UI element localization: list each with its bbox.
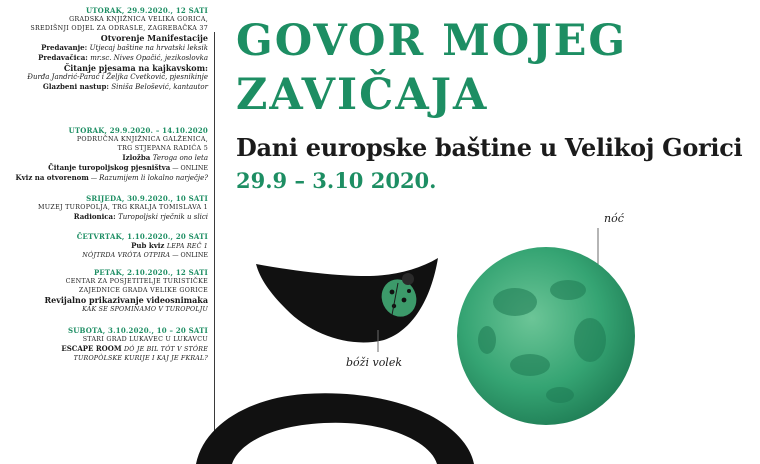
event-line-bold: Predavačica: — [38, 53, 91, 62]
title-line-2: ZAVIČAJA — [236, 70, 489, 120]
event-line-italic-caps: KAK SE SPOMINAMO V TUROPOLJU — [82, 306, 208, 313]
event-line-italic-caps: DÓ JE BIL TÓT V STÓRE — [124, 346, 208, 353]
event-line-bold: ESCAPE ROOM — [61, 344, 125, 353]
event-line: MUZEJ TUROPOLJA, TRG KRALJA TOMISLAVA 1 — [38, 204, 208, 211]
large-letter-arc-shape — [196, 393, 474, 464]
event-line-italic: Đurđa Jandrić-Parać i Željka Cvetković, pjesnikinje — [27, 73, 208, 81]
event-line-bold: Izložba — [122, 153, 153, 162]
event-line-italic: Razumijem li lokalno narječje? — [99, 174, 208, 182]
event-line-bold: Glazbeni nastup: — [42, 82, 112, 91]
event-date: SUBOTA, 3.10.2020., 10 – 20 SATI — [68, 326, 208, 335]
event-line-bold: Predavanje: — [41, 43, 90, 52]
event-date: UTORAK, 29.9.2020., 12 SATI — [85, 6, 208, 15]
event-line-bold: Kviz na otvorenom — [15, 173, 89, 182]
event-line: PODRUČNA KNJIŽNICA GALŽENICA, — [76, 136, 208, 143]
noc-label: nóć — [604, 212, 624, 225]
bozi-volek-label: bóži volek — [346, 356, 403, 369]
event-line: CENTAR ZA POSJETITELJE TURISTIČKE — [65, 278, 208, 285]
event-date: PETAK, 2.10.2020., 12 SATI — [93, 268, 208, 277]
event-line-plain: — — [88, 175, 100, 182]
event-line-bold: Radionica: — [73, 212, 119, 221]
event-line-bold: Pub kviz — [131, 241, 167, 250]
event-line: SREDIŠNJI ODJEL ZA ODRASLE, ZAGREBAČKA 37 — [30, 25, 208, 32]
event-line-italic: Teroga ono leta — [152, 154, 208, 162]
event-line: STARI GRAD LUKAVEC U LUKAVCU — [82, 336, 208, 343]
event-line-bold: Čitanje turopoljskog pjesništva — [48, 163, 171, 172]
event-line: ZAJEDNICE GRADA VELIKE GORICE — [78, 287, 208, 294]
event-dates: 29.9 – 3.10 2020. — [236, 168, 437, 193]
event-line: GRADSKA KNJIŽNICA VELIKA GORICA, — [69, 16, 208, 23]
event-date: SRIJEDA, 30.9.2020., 10 SATI — [86, 194, 208, 203]
event-line-plain: — ONLINE — [170, 252, 208, 259]
event-line: Čitanje pjesama na kajkavskom: — [63, 63, 208, 73]
subtitle: Dani europske baštine u Velikoj Gorici — [236, 133, 743, 162]
event-line-italic-caps: NÓJTRDA VRÓTA OTPIRA — [82, 252, 171, 259]
event-line-italic: Utjecaj baštine na hrvatski leksik — [89, 44, 208, 52]
event-line-italic: Siniša Belošević, kantautor — [111, 83, 208, 91]
event-line: TRG STJEPANA RADIĆA 5 — [117, 145, 208, 152]
event-date: UTORAK, 29.9.2020. – 14.10.2020 — [68, 126, 208, 135]
event-line-italic: mr.sc. Nives Opačić, jezikoslovka — [90, 54, 208, 62]
event-line-plain: — ONLINE — [170, 165, 208, 172]
event-line: Revijalno prikazivanje videosnimaka — [44, 295, 208, 305]
event-line: Otvorenje Manifestacije — [100, 33, 208, 43]
title-line-1: GOVOR MOJEG — [236, 16, 628, 66]
event-line-italic-caps: TUROPÒLSKE KURIJE I KAJ JE FKRAL? — [73, 355, 208, 362]
event-line-italic-caps: LEPA REČ 1 — [166, 243, 208, 250]
event-date: ČETVRTAK, 1.10.2020., 20 SATI — [76, 232, 208, 241]
event-line-italic: Turopoljski rječnik u slici — [118, 213, 208, 221]
